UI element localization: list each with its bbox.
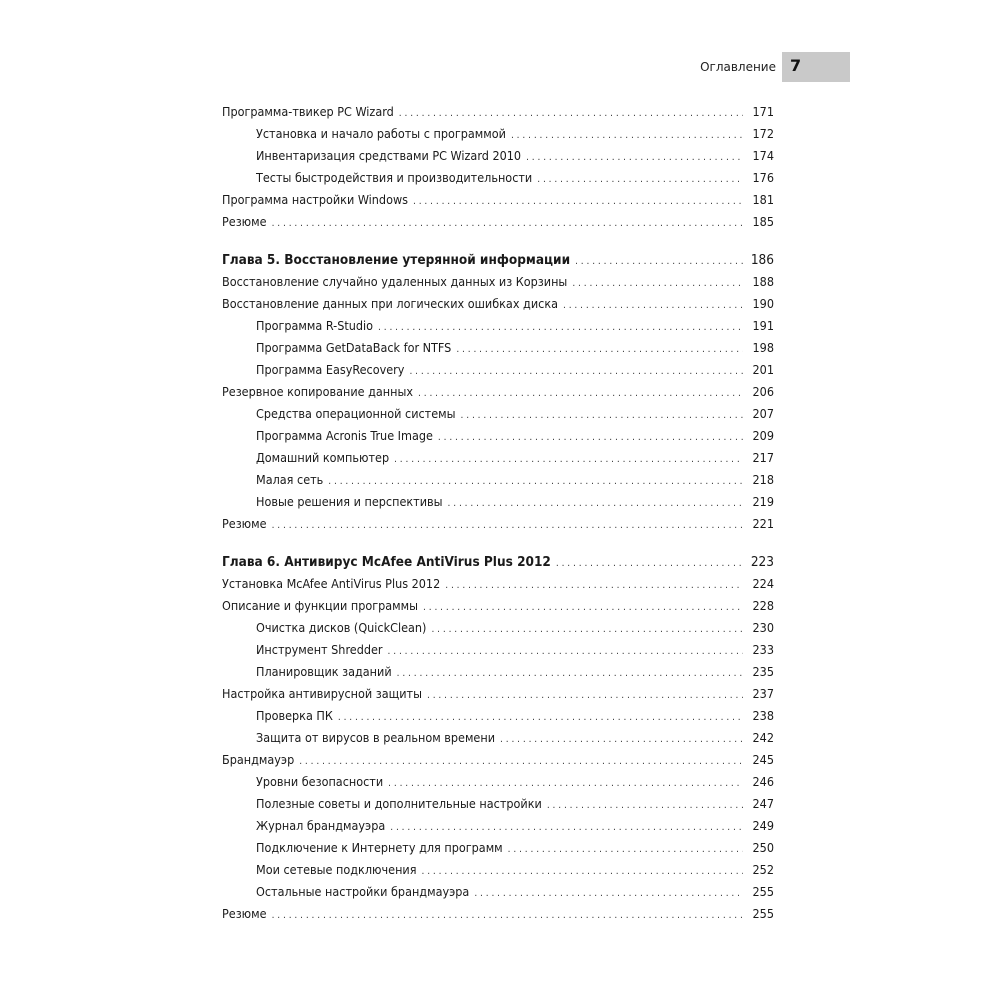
toc-entry-page: 207: [752, 406, 774, 421]
toc-entry-row: [222, 428, 774, 448]
toc-entry-page: 186: [750, 252, 774, 268]
toc-entry-title: Установка McAfee AntiVirus Plus 2012: [222, 576, 441, 591]
dot-leader: [388, 642, 743, 657]
toc-entry-page: 246: [752, 774, 774, 789]
toc-entry-title: Программа EasyRecovery: [256, 362, 405, 377]
toc-entry-page: 221: [752, 516, 774, 531]
toc-entry-title: Описание и функции программы: [222, 598, 419, 613]
toc-entry-title: Резюме: [222, 906, 267, 921]
toc-entry-title: Программа настройки Windows: [222, 192, 408, 207]
toc-entry-row: [222, 884, 774, 904]
dot-leader: [572, 274, 743, 289]
toc-entry-row: [222, 450, 774, 470]
toc-entry-title: Программа GetDataBack for NTFS: [256, 340, 452, 355]
toc-entry-page: 247: [752, 796, 774, 811]
toc-entry-page: 245: [752, 752, 774, 767]
toc-entry-row: [222, 104, 774, 124]
toc-entry-row: [222, 274, 774, 294]
dot-leader: [438, 428, 743, 443]
toc-entry-row: [222, 686, 774, 706]
dot-leader: [575, 252, 743, 268]
toc-entry-title: Тесты быстродействия и производительности: [256, 170, 533, 185]
toc-entry-page: 198: [752, 340, 774, 355]
toc-entry-row: [222, 796, 774, 816]
toc-entry-page: 181: [752, 192, 774, 207]
toc-entry-row: [222, 576, 774, 596]
toc-entry-title: Установка и начало работы с программой: [256, 126, 506, 141]
toc-entry-page: 235: [752, 664, 774, 679]
toc-entry-title: Брандмауэр: [222, 752, 295, 767]
dot-leader: [508, 840, 743, 855]
toc-entry-row: [222, 862, 774, 882]
toc-entry-page: 224: [752, 576, 774, 591]
dot-leader: [394, 450, 743, 465]
toc-entry-page: 218: [752, 472, 774, 487]
toc-entry-title: Средства операционной системы: [256, 406, 456, 421]
toc-entry-title: Журнал брандмауэра: [256, 818, 386, 833]
toc-entry-title: Глава 6. Антивирус McAfee AntiVirus Plus 2012: [222, 554, 551, 570]
toc-entry-row: [222, 472, 774, 492]
toc-entry-title: Подключение к Интернету для программ: [256, 840, 503, 855]
toc-entry-title: Резюме: [222, 516, 267, 531]
dot-leader: [299, 752, 743, 767]
dot-leader: [445, 576, 743, 591]
toc-entry-title: Уровни безопасности: [256, 774, 384, 789]
page-number-box: [782, 52, 850, 82]
toc-entry-row: [222, 664, 774, 684]
toc-entry-row: [222, 818, 774, 838]
toc-entry-title: Инвентаризация средствами PC Wizard 2010: [256, 148, 522, 163]
dot-leader: [511, 126, 743, 141]
dot-leader: [272, 906, 743, 921]
toc-entry-row: [222, 730, 774, 750]
page-header: [600, 52, 850, 82]
dot-leader: [500, 730, 743, 745]
toc-entry-page: 176: [752, 170, 774, 185]
dot-leader: [563, 296, 743, 311]
toc-entry-page: 171: [752, 104, 774, 119]
dot-leader: [448, 494, 743, 509]
dot-leader: [399, 104, 743, 119]
dot-leader: [418, 384, 743, 399]
toc-entry-title: Резервное копирование данных: [222, 384, 414, 399]
toc-entry-row: [222, 516, 774, 536]
toc-entry-title: Восстановление случайно удаленных данных из Корзины: [222, 274, 568, 289]
toc-entry-row: [222, 642, 774, 662]
toc-entry-title: Малая сеть: [256, 472, 324, 487]
toc-entry-page: 230: [752, 620, 774, 635]
toc-entry-page: 250: [752, 840, 774, 855]
toc-entry-row: [222, 708, 774, 728]
dot-leader: [272, 516, 743, 531]
toc-entry-page: 209: [752, 428, 774, 443]
dot-leader: [461, 406, 743, 421]
toc-entry-title: Защита от вирусов в реальном времени: [256, 730, 496, 745]
toc-entry-row: [222, 774, 774, 794]
toc-entry-row: [222, 752, 774, 772]
toc-entry-row: [222, 598, 774, 618]
dot-leader: [388, 774, 743, 789]
toc-entry-title: Настройка антивирусной защиты: [222, 686, 422, 701]
page-number: 7: [790, 56, 802, 75]
toc-entry-row: [222, 384, 774, 404]
toc-entry-row: [222, 620, 774, 640]
toc-entry-row: [222, 906, 774, 926]
toc-entry-row: [222, 214, 774, 234]
dot-leader: [390, 818, 743, 833]
toc-entry-title: Восстановление данных при логических ошибках диска: [222, 296, 558, 311]
dot-leader: [427, 686, 743, 701]
toc-entry-page: 255: [752, 884, 774, 899]
toc-entry-page: 219: [752, 494, 774, 509]
dot-leader: [456, 340, 743, 355]
toc-entry-page: 233: [752, 642, 774, 657]
dot-leader: [547, 796, 743, 811]
dot-leader: [328, 472, 743, 487]
toc-entry-page: 174: [752, 148, 774, 163]
toc-entry-page: 242: [752, 730, 774, 745]
toc-entry-title: Программа R-Studio: [256, 318, 374, 333]
toc-entry-row: [222, 126, 774, 146]
dot-leader: [413, 192, 743, 207]
toc-entry-page: 217: [752, 450, 774, 465]
dot-leader: [423, 598, 743, 613]
dot-leader: [272, 214, 743, 229]
toc-chapter-row: [222, 252, 774, 272]
toc-entry-row: [222, 296, 774, 316]
toc-entry-page: 188: [752, 274, 774, 289]
toc-entry-title: Программа-твикер PC Wizard: [222, 104, 394, 119]
toc-entry-row: [222, 494, 774, 514]
toc-entry-page: 252: [752, 862, 774, 877]
toc-entry-page: 228: [752, 598, 774, 613]
toc-entry-page: 223: [750, 554, 774, 570]
dot-leader: [422, 862, 744, 877]
toc-entry-title: Очистка дисков (QuickClean): [256, 620, 427, 635]
toc-entry-page: 190: [752, 296, 774, 311]
toc-entry-row: [222, 318, 774, 338]
toc-entry-title: Глава 5. Восстановление утерянной информации: [222, 252, 571, 268]
toc-entry-title: Остальные настройки брандмауэра: [256, 884, 470, 899]
toc-entry-row: [222, 192, 774, 212]
toc-chapter-row: [222, 554, 774, 574]
dot-leader: [556, 554, 743, 570]
toc-entry-page: 255: [752, 906, 774, 921]
dot-leader: [378, 318, 743, 333]
toc-entry-title: Планировщик заданий: [256, 664, 392, 679]
toc-entry-title: Инструмент Shredder: [256, 642, 383, 657]
toc-entry-row: [222, 170, 774, 190]
toc-entry-title: Мои сетевые подключения: [256, 862, 417, 877]
toc-entry-page: 206: [752, 384, 774, 399]
toc-entry-row: [222, 148, 774, 168]
dot-leader: [474, 884, 743, 899]
toc-entry-page: 185: [752, 214, 774, 229]
dot-leader: [409, 362, 743, 377]
dot-leader: [431, 620, 743, 635]
toc-entry-page: 249: [752, 818, 774, 833]
toc-entry-title: Домашний компьютер: [256, 450, 390, 465]
dot-leader: [397, 664, 743, 679]
toc-entry-title: Резюме: [222, 214, 267, 229]
dot-leader: [537, 170, 743, 185]
toc-entry-row: [222, 362, 774, 382]
dot-leader: [338, 708, 743, 723]
toc-entry-page: 237: [752, 686, 774, 701]
toc-entry-row: [222, 406, 774, 426]
toc-entry-page: 201: [752, 362, 774, 377]
toc-entry-page: 238: [752, 708, 774, 723]
toc-entry-row: [222, 340, 774, 360]
dot-leader: [526, 148, 743, 163]
running-header-title: Оглавление: [700, 60, 776, 74]
toc-entry-title: Новые решения и перспективы: [256, 494, 443, 509]
toc-entry-title: Проверка ПК: [256, 708, 333, 723]
toc-entry-page: 191: [752, 318, 774, 333]
toc-entry-title: Полезные советы и дополнительные настройки: [256, 796, 542, 811]
toc-entry-row: [222, 840, 774, 860]
toc-entry-title: Программа Acronis True Image: [256, 428, 433, 443]
toc-entry-page: 172: [752, 126, 774, 141]
